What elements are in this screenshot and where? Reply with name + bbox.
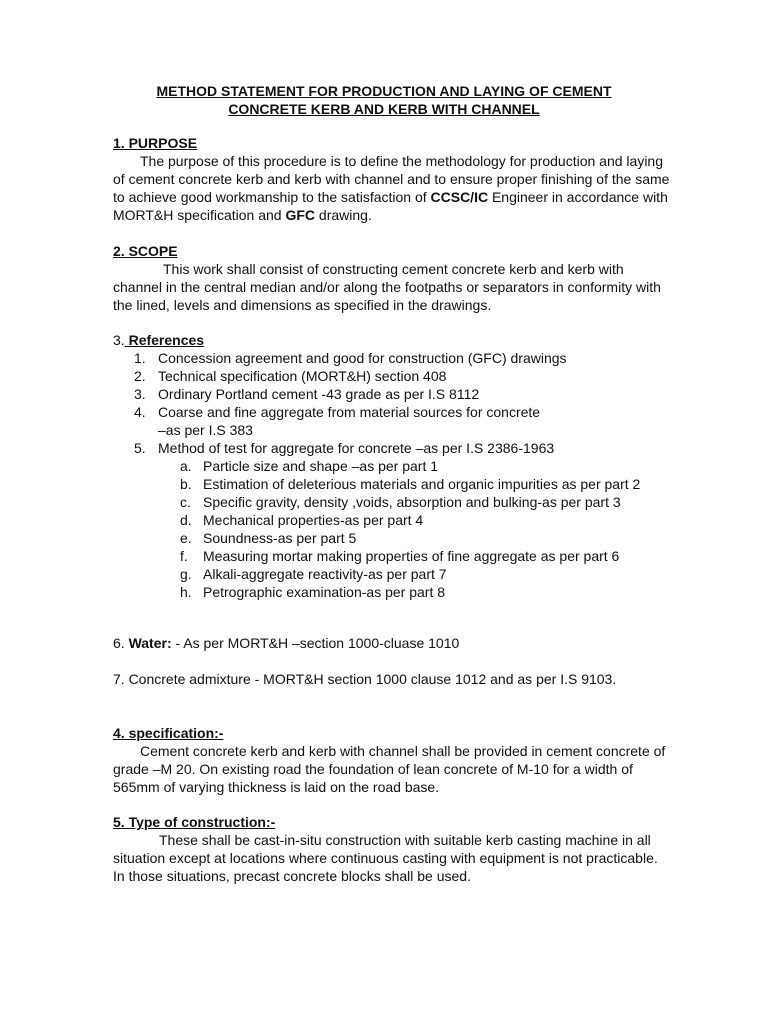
sub-item-text: Alkali-aggregate reactivity-as per part 7 xyxy=(203,566,447,582)
sub-item xyxy=(158,493,673,511)
construction-text: These shall be cast-in-situ construction with suitable kerb casting machine in all situation except at locations where continuous casting with equipment is not practicable. In those situations, precast concrete blocks shall be used. xyxy=(113,832,658,884)
sub-item-letter: a. xyxy=(180,458,192,474)
sub-item-letter: c. xyxy=(180,494,191,510)
construction-paragraph xyxy=(113,831,673,885)
specification-section xyxy=(113,724,673,796)
admixture-line: 7. Concrete admixture - MORT&H section 1000 clause 1012 and as per I.S 9103. xyxy=(113,671,617,687)
sub-item xyxy=(158,529,673,547)
reference-text: Concession agreement and good for construction (GFC) drawings xyxy=(158,350,567,366)
sub-item-letter: b. xyxy=(180,476,192,492)
purpose-section xyxy=(113,134,673,224)
specification-paragraph xyxy=(113,742,673,796)
reference-item xyxy=(113,385,673,403)
water-text: - As per MORT&H –section 1000-cluase 1010 xyxy=(171,635,460,651)
water-label: Water: xyxy=(128,635,172,651)
sub-item xyxy=(158,457,673,475)
sub-item xyxy=(158,475,673,493)
purpose-text-2: Engineer in accordance with MORT&H specification and xyxy=(113,189,668,223)
sub-item xyxy=(158,583,673,601)
references-heading-line xyxy=(113,331,673,349)
sub-item xyxy=(158,511,673,529)
reference-text: Coarse and fine aggregate from material sources for concrete –as per I.S 383 xyxy=(158,404,541,438)
purpose-text-3: drawing. xyxy=(315,207,372,223)
sub-item xyxy=(158,547,673,565)
sub-item-text: Soundness-as per part 5 xyxy=(203,530,357,546)
test-methods-sublist xyxy=(158,457,673,601)
reference-text: Technical specification (MORT&H) section 408 xyxy=(158,368,447,384)
reference-number: 1. xyxy=(134,350,146,366)
water-prefix: 6. xyxy=(113,635,129,651)
construction-section xyxy=(113,813,673,885)
references-list xyxy=(113,349,673,601)
sub-item-letter: d. xyxy=(180,512,192,528)
references-prefix: 3. xyxy=(113,332,125,348)
sub-item xyxy=(158,565,673,583)
water-line xyxy=(113,634,673,652)
reference-item xyxy=(113,439,673,601)
sub-item-letter: f. xyxy=(180,548,188,564)
construction-heading: 5. Type of construction:- xyxy=(113,814,276,830)
purpose-bold-gfc: GFC xyxy=(285,207,316,223)
sub-item-text: Estimation of deleterious materials and organic impurities as per part 2 xyxy=(203,476,641,492)
purpose-heading: 1. PURPOSE xyxy=(113,135,198,151)
sub-item-text: Specific gravity, density ,voids, absorption and bulking-as per part 3 xyxy=(203,494,621,510)
scope-text: This work shall consist of constructing cement concrete kerb and kerb with channel in the central median and/or along the footpaths or separators in conformity with the lined, levels and dimensions as specified in the drawings. xyxy=(113,261,661,313)
reference-item xyxy=(113,349,673,367)
sub-item-letter: g. xyxy=(180,566,192,582)
purpose-text-1: The purpose of this procedure is to define the methodology for production and laying of cement concrete kerb and kerb with channel and to ensure proper finishing of the same to achieve good workmanship to the satisfaction of xyxy=(113,153,670,205)
scope-heading: 2. SCOPE xyxy=(113,243,178,259)
scope-section xyxy=(113,242,673,314)
specification-heading: 4. specification:- xyxy=(113,725,224,741)
document-title-line-1: METHOD STATEMENT FOR PRODUCTION AND LAYING OF CEMENT xyxy=(156,83,612,99)
document-title-line-2: CONCRETE KERB AND KERB WITH CHANNEL xyxy=(228,101,540,117)
references-heading: References xyxy=(124,332,205,348)
reference-text: Method of test for aggregate for concrete –as per I.S 2386-1963 xyxy=(158,440,555,456)
reference-number: 4. xyxy=(134,404,146,420)
sub-item-letter: h. xyxy=(180,584,192,600)
reference-number: 3. xyxy=(134,386,146,402)
scope-paragraph xyxy=(113,260,673,314)
reference-number: 2. xyxy=(134,368,146,384)
purpose-paragraph xyxy=(113,152,673,224)
sub-item-text: Measuring mortar making properties of fine aggregate as per part 6 xyxy=(203,548,620,564)
sub-item-text: Petrographic examination-as per part 8 xyxy=(203,584,446,600)
purpose-bold-ccsc: CCSC/IC xyxy=(430,189,489,205)
reference-item xyxy=(113,403,673,439)
sub-item-text: Mechanical properties-as per part 4 xyxy=(203,512,424,528)
sub-item-letter: e. xyxy=(180,530,192,546)
reference-text: Ordinary Portland cement -43 grade as per I.S 8112 xyxy=(158,386,480,402)
specification-text: Cement concrete kerb and kerb with channel shall be provided in cement concrete of grade –M 20. On existing road the foundation of lean concrete of M-10 for a width of 565mm of varying thickness is laid on the road base. xyxy=(113,743,666,795)
reference-number: 5. xyxy=(134,440,146,456)
reference-item xyxy=(113,367,673,385)
sub-item-text: Particle size and shape –as per part 1 xyxy=(203,458,439,474)
